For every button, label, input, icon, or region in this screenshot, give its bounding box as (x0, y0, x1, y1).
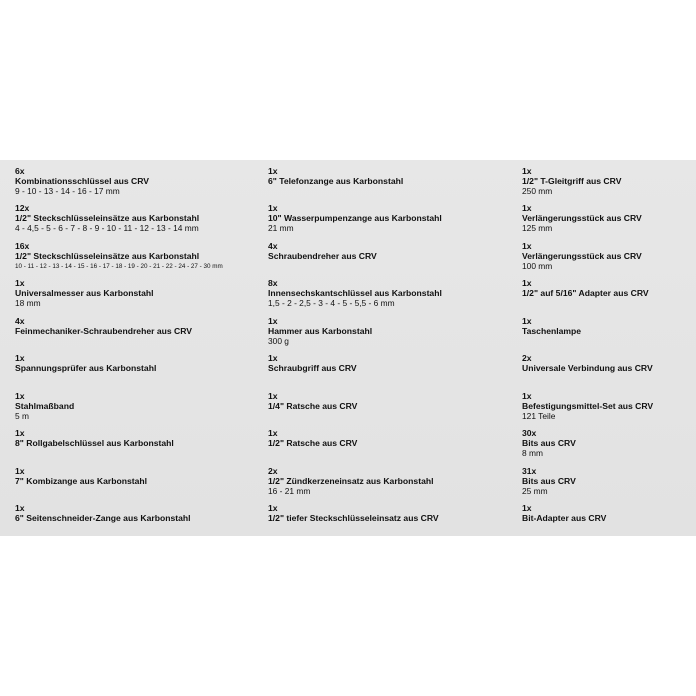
item-detail: 1,5 - 2 - 2,5 - 3 - 4 - 5 - 5,5 - 6 mm (268, 298, 395, 308)
item-name: Kombinationsschlüssel aus CRV (15, 176, 150, 186)
item-quantity: 1x (268, 316, 278, 326)
item-detail: 21 mm (268, 223, 294, 233)
item-quantity: 4x (268, 241, 278, 251)
item-name: Innensechskantschlüssel aus Karbonstahl (268, 288, 442, 298)
item-detail: 125 mm (522, 223, 553, 233)
item-quantity: 1x (522, 503, 532, 513)
item-name: Bits aus CRV (522, 476, 576, 486)
item-name: Hammer aus Karbonstahl (268, 326, 373, 336)
item-name: Schraubgriff aus CRV (268, 363, 357, 373)
item-name: Verlängerungsstück aus CRV (522, 251, 642, 261)
parts-list-item (522, 278, 649, 298)
item-name: 6" Seitenschneider-Zange aus Karbonstahl (15, 513, 191, 523)
parts-list-item (15, 466, 147, 486)
parts-list-item (268, 203, 442, 234)
parts-list-item (15, 503, 191, 523)
item-name: 1/2" tiefer Steckschlüsseleinsatz aus CRV (268, 513, 439, 523)
parts-list-item (522, 428, 576, 459)
parts-list-item (522, 241, 642, 272)
item-quantity: 31x (522, 466, 537, 476)
item-quantity: 1x (15, 428, 25, 438)
item-name: Bit-Adapter aus CRV (522, 513, 607, 523)
item-detail: 300 g (268, 336, 289, 346)
parts-list-item (522, 166, 621, 197)
item-name: 1/2" auf 5/16" Adapter aus CRV (522, 288, 649, 298)
item-quantity: 1x (522, 166, 532, 176)
item-name: 6" Telefonzange aus Karbonstahl (268, 176, 404, 186)
item-name: 1/2" T-Gleitgriff aus CRV (522, 176, 622, 186)
parts-list-item (522, 316, 581, 336)
item-quantity: 1x (15, 391, 25, 401)
item-quantity: 1x (268, 428, 278, 438)
item-quantity: 1x (522, 278, 532, 288)
item-name: Schraubendreher aus CRV (268, 251, 377, 261)
item-detail: 18 mm (15, 298, 41, 308)
item-quantity: 1x (15, 278, 25, 288)
item-quantity: 1x (15, 503, 25, 513)
item-quantity: 12x (15, 203, 30, 213)
item-name: Taschenlampe (522, 326, 582, 336)
item-name: 1/2" Ratsche aus CRV (268, 438, 358, 448)
item-name: Feinmechaniker-Schraubendreher aus CRV (15, 326, 193, 336)
parts-list-item (522, 203, 642, 234)
item-name: Bits aus CRV (522, 438, 576, 448)
item-quantity: 4x (15, 316, 25, 326)
item-quantity: 1x (268, 203, 278, 213)
item-quantity: 1x (15, 353, 25, 363)
item-detail: 250 mm (522, 186, 553, 196)
item-quantity: 2x (522, 353, 532, 363)
item-detail: 100 mm (522, 261, 553, 271)
item-name: Spannungsprüfer aus Karbonstahl (15, 363, 157, 373)
parts-list-item (268, 241, 377, 261)
item-quantity: 1x (522, 241, 532, 251)
parts-list-item (15, 278, 154, 309)
item-name: 8" Rollgabelschlüssel aus Karbonstahl (15, 438, 174, 448)
item-detail: 16 - 21 mm (268, 486, 311, 496)
parts-list-item (15, 166, 149, 197)
parts-list-item (15, 203, 199, 234)
item-detail: 9 - 10 - 13 - 14 - 16 - 17 mm (15, 186, 120, 196)
parts-list-item (268, 278, 442, 309)
item-detail: 8 mm (522, 448, 543, 458)
item-quantity: 1x (268, 166, 278, 176)
item-name: Befestigungsmittel-Set aus CRV (522, 401, 654, 411)
item-detail: 4 - 4,5 - 5 - 6 - 7 - 8 - 9 - 10 - 11 - 12 - 13 - 14 mm (15, 223, 199, 233)
parts-list-item (522, 466, 576, 497)
parts-list-item (522, 353, 653, 373)
parts-list-item (268, 353, 357, 373)
parts-list-item (268, 503, 439, 523)
parts-list-item (268, 466, 434, 497)
parts-list-item (268, 428, 357, 448)
item-name: Stahlmaßband (15, 401, 75, 411)
parts-list-item (15, 391, 74, 422)
item-name: 1/2" Zündkerzeneinsatz aus Karbonstahl (268, 476, 434, 486)
parts-list-item (522, 391, 653, 422)
item-name: Universale Verbindung aus CRV (522, 363, 653, 373)
parts-list-item (15, 241, 223, 272)
parts-list-item (268, 166, 403, 186)
item-name: Universalmesser aus Karbonstahl (15, 288, 154, 298)
parts-list-item (268, 316, 372, 347)
parts-list-item (522, 503, 606, 523)
item-name: 1/4" Ratsche aus CRV (268, 401, 358, 411)
item-detail: 121 Teile (522, 411, 556, 421)
item-quantity: 8x (268, 278, 278, 288)
item-detail: 25 mm (522, 486, 548, 496)
item-detail: 10 - 11 - 12 - 13 - 14 - 15 - 16 - 17 - 18 - 19 - 20 - 21 - 22 - 24 - 27 - 30 mm (15, 263, 223, 270)
parts-list-item (15, 428, 174, 448)
item-quantity: 16x (15, 241, 30, 251)
item-detail: 5 m (15, 411, 29, 421)
item-name: 7" Kombizange aus Karbonstahl (15, 476, 148, 486)
item-quantity: 30x (522, 428, 537, 438)
item-quantity: 1x (522, 391, 532, 401)
parts-list-item (15, 353, 156, 373)
item-quantity: 1x (268, 503, 278, 513)
item-quantity: 1x (268, 391, 278, 401)
item-name: Verlängerungsstück aus CRV (522, 213, 642, 223)
item-quantity: 1x (15, 466, 25, 476)
parts-list-item (15, 316, 192, 336)
item-name: 1/2" Steckschlüsseleinsätze aus Karbonstahl (15, 251, 200, 261)
item-quantity: 1x (522, 203, 532, 213)
parts-list-item (268, 391, 357, 411)
item-quantity: 1x (268, 353, 278, 363)
item-name: 10" Wasserpumpenzange aus Karbonstahl (268, 213, 442, 223)
item-name: 1/2" Steckschlüsseleinsätze aus Karbonstahl (15, 213, 200, 223)
item-quantity: 6x (15, 166, 25, 176)
item-quantity: 1x (522, 316, 532, 326)
item-quantity: 2x (268, 466, 278, 476)
